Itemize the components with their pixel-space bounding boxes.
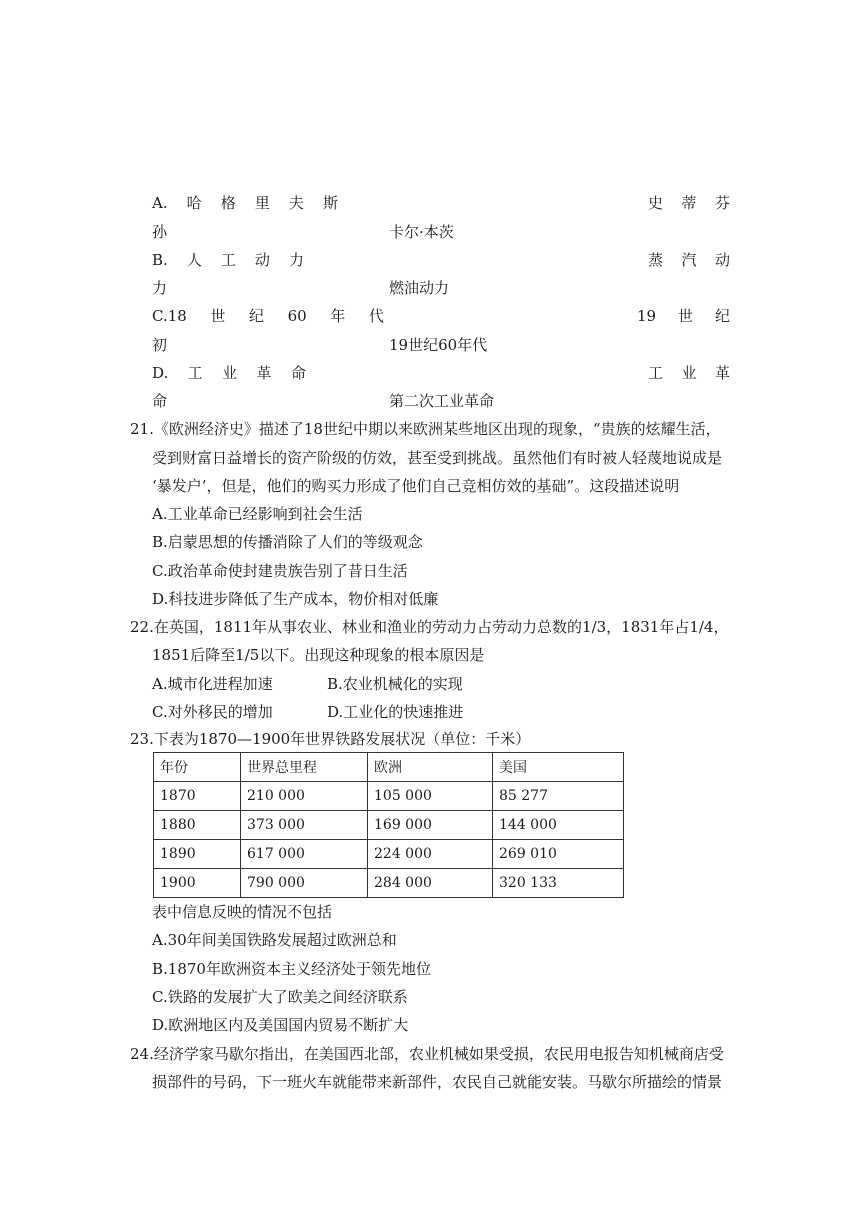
q23-option-d: D.欧洲地区内及美国国内贸易不断扩大	[152, 1016, 409, 1034]
q21-stem-line-2: 受到财富日益增长的资产阶级的仿效，甚至受到挑战。虽然他们有时被人轻蔑地说成是	[152, 449, 723, 467]
table-cell: 169 000	[368, 811, 493, 840]
q23-stem-line-1: 23.下表为1870—1900年世界铁路发展状况（单位：千米）	[130, 730, 531, 748]
q21-option-d: D.科技进步降低了生产成本，物价相对低廉	[152, 590, 439, 608]
table-cell: 85 277	[493, 782, 624, 811]
q20-option-d-left: D. 工 业 革 命	[152, 364, 306, 382]
table-cell: 224 000	[368, 840, 493, 869]
q20-option-d-wrap-left: 命	[152, 392, 168, 410]
table-row	[154, 840, 624, 869]
q20-option-c-wrap-left: 初	[152, 336, 168, 354]
table-header-cell: 美国	[493, 753, 624, 782]
q22-option-a: A.城市化进程加速	[152, 675, 273, 693]
q21-option-a: A.工业革命已经影响到社会生活	[152, 505, 363, 523]
table-header-cell: 年份	[154, 753, 241, 782]
q20-option-a-right: 史 蒂 芬	[648, 194, 730, 212]
q20-option-c-right: 19 世 纪	[637, 307, 730, 325]
q22-stem-line-1: 22.在英国，1811年从事农业、林业和渔业的劳动力占劳动力总数的1/3，1831年占1/4，	[130, 618, 729, 636]
q20-option-d-right: 工 业 革	[648, 364, 730, 382]
q22-option-b: B.农业机械化的实现	[327, 675, 463, 693]
q20-option-b-wrap-mid: 燃油动力	[389, 279, 450, 297]
q21-option-b: B.启蒙思想的传播消除了人们的等级观念	[152, 533, 423, 551]
q21-stem-line-3: ‘暴发户’，但是，他们的购买力形成了他们自己竞相仿效的基础”。这段描述说明	[152, 477, 680, 495]
table-cell: 284 000	[368, 869, 493, 898]
table-row	[154, 869, 624, 898]
railway-table	[153, 752, 624, 898]
q20-option-b-wrap-left: 力	[152, 279, 168, 297]
table-cell: 269 010	[493, 840, 624, 869]
table-cell: 144 000	[493, 811, 624, 840]
q22-option-c: C.对外移民的增加	[152, 703, 273, 721]
table-cell: 1900	[154, 869, 241, 898]
q21-stem-line-1: 21.《欧洲经济史》描述了18世纪中期以来欧洲某些地区出现的现象，“贵族的炫耀生活，	[130, 420, 721, 438]
q20-option-b-left: B. 人 工 动 力	[152, 251, 304, 269]
q22-stem-line-2: 1851后降至1/5以下。出现这种现象的根本原因是	[152, 646, 485, 664]
table-cell: 373 000	[241, 811, 368, 840]
table-cell: 1890	[154, 840, 241, 869]
q20-option-a-wrap-mid: 卡尔·本茨	[389, 223, 454, 241]
q20-option-c-wrap-mid: 19世纪60年代	[389, 336, 488, 354]
q23-option-b: B.1870年欧洲资本主义经济处于领先地位	[152, 960, 431, 978]
q23-option-a: A.30年间美国铁路发展超过欧洲总和	[152, 931, 397, 949]
table-cell: 617 000	[241, 840, 368, 869]
q24-stem-line-2: 损部件的号码，下一班火车就能带来新部件，农民自己就能安装。马歇尔所描绘的情景	[152, 1073, 723, 1091]
q20-option-b-right: 蒸 汽 动	[648, 251, 730, 269]
table-cell: 790 000	[241, 869, 368, 898]
table-cell: 210 000	[241, 782, 368, 811]
q23-stem-line-2: 表中信息反映的情况不包括	[152, 903, 333, 921]
table-cell: 320 133	[493, 869, 624, 898]
table-row	[154, 782, 624, 811]
table-header-row	[154, 753, 624, 782]
q20-option-c-left: C.18 世 纪 60 年 代	[152, 307, 384, 325]
q20-option-d-wrap-mid: 第二次工业革命	[389, 392, 495, 410]
q21-option-c: C.政治革命使封建贵族告别了昔日生活	[152, 562, 408, 580]
table-cell: 105 000	[368, 782, 493, 811]
table-cell: 1880	[154, 811, 241, 840]
table-header-cell: 世界总里程	[241, 753, 368, 782]
q24-stem-line-1: 24.经济学家马歇尔指出，在美国西北部，农业机械如果受损，农民用电报告知机械商店受	[130, 1045, 724, 1063]
table-header-cell: 欧洲	[368, 753, 493, 782]
q22-option-d: D.工业化的快速推进	[327, 703, 464, 721]
q20-option-a-left: A. 哈 格 里 夫 斯	[152, 194, 338, 212]
q23-option-c: C.铁路的发展扩大了欧美之间经济联系	[152, 988, 408, 1006]
q20-option-a-wrap-left: 孙	[152, 223, 168, 241]
table-cell: 1870	[154, 782, 241, 811]
table-row	[154, 811, 624, 840]
